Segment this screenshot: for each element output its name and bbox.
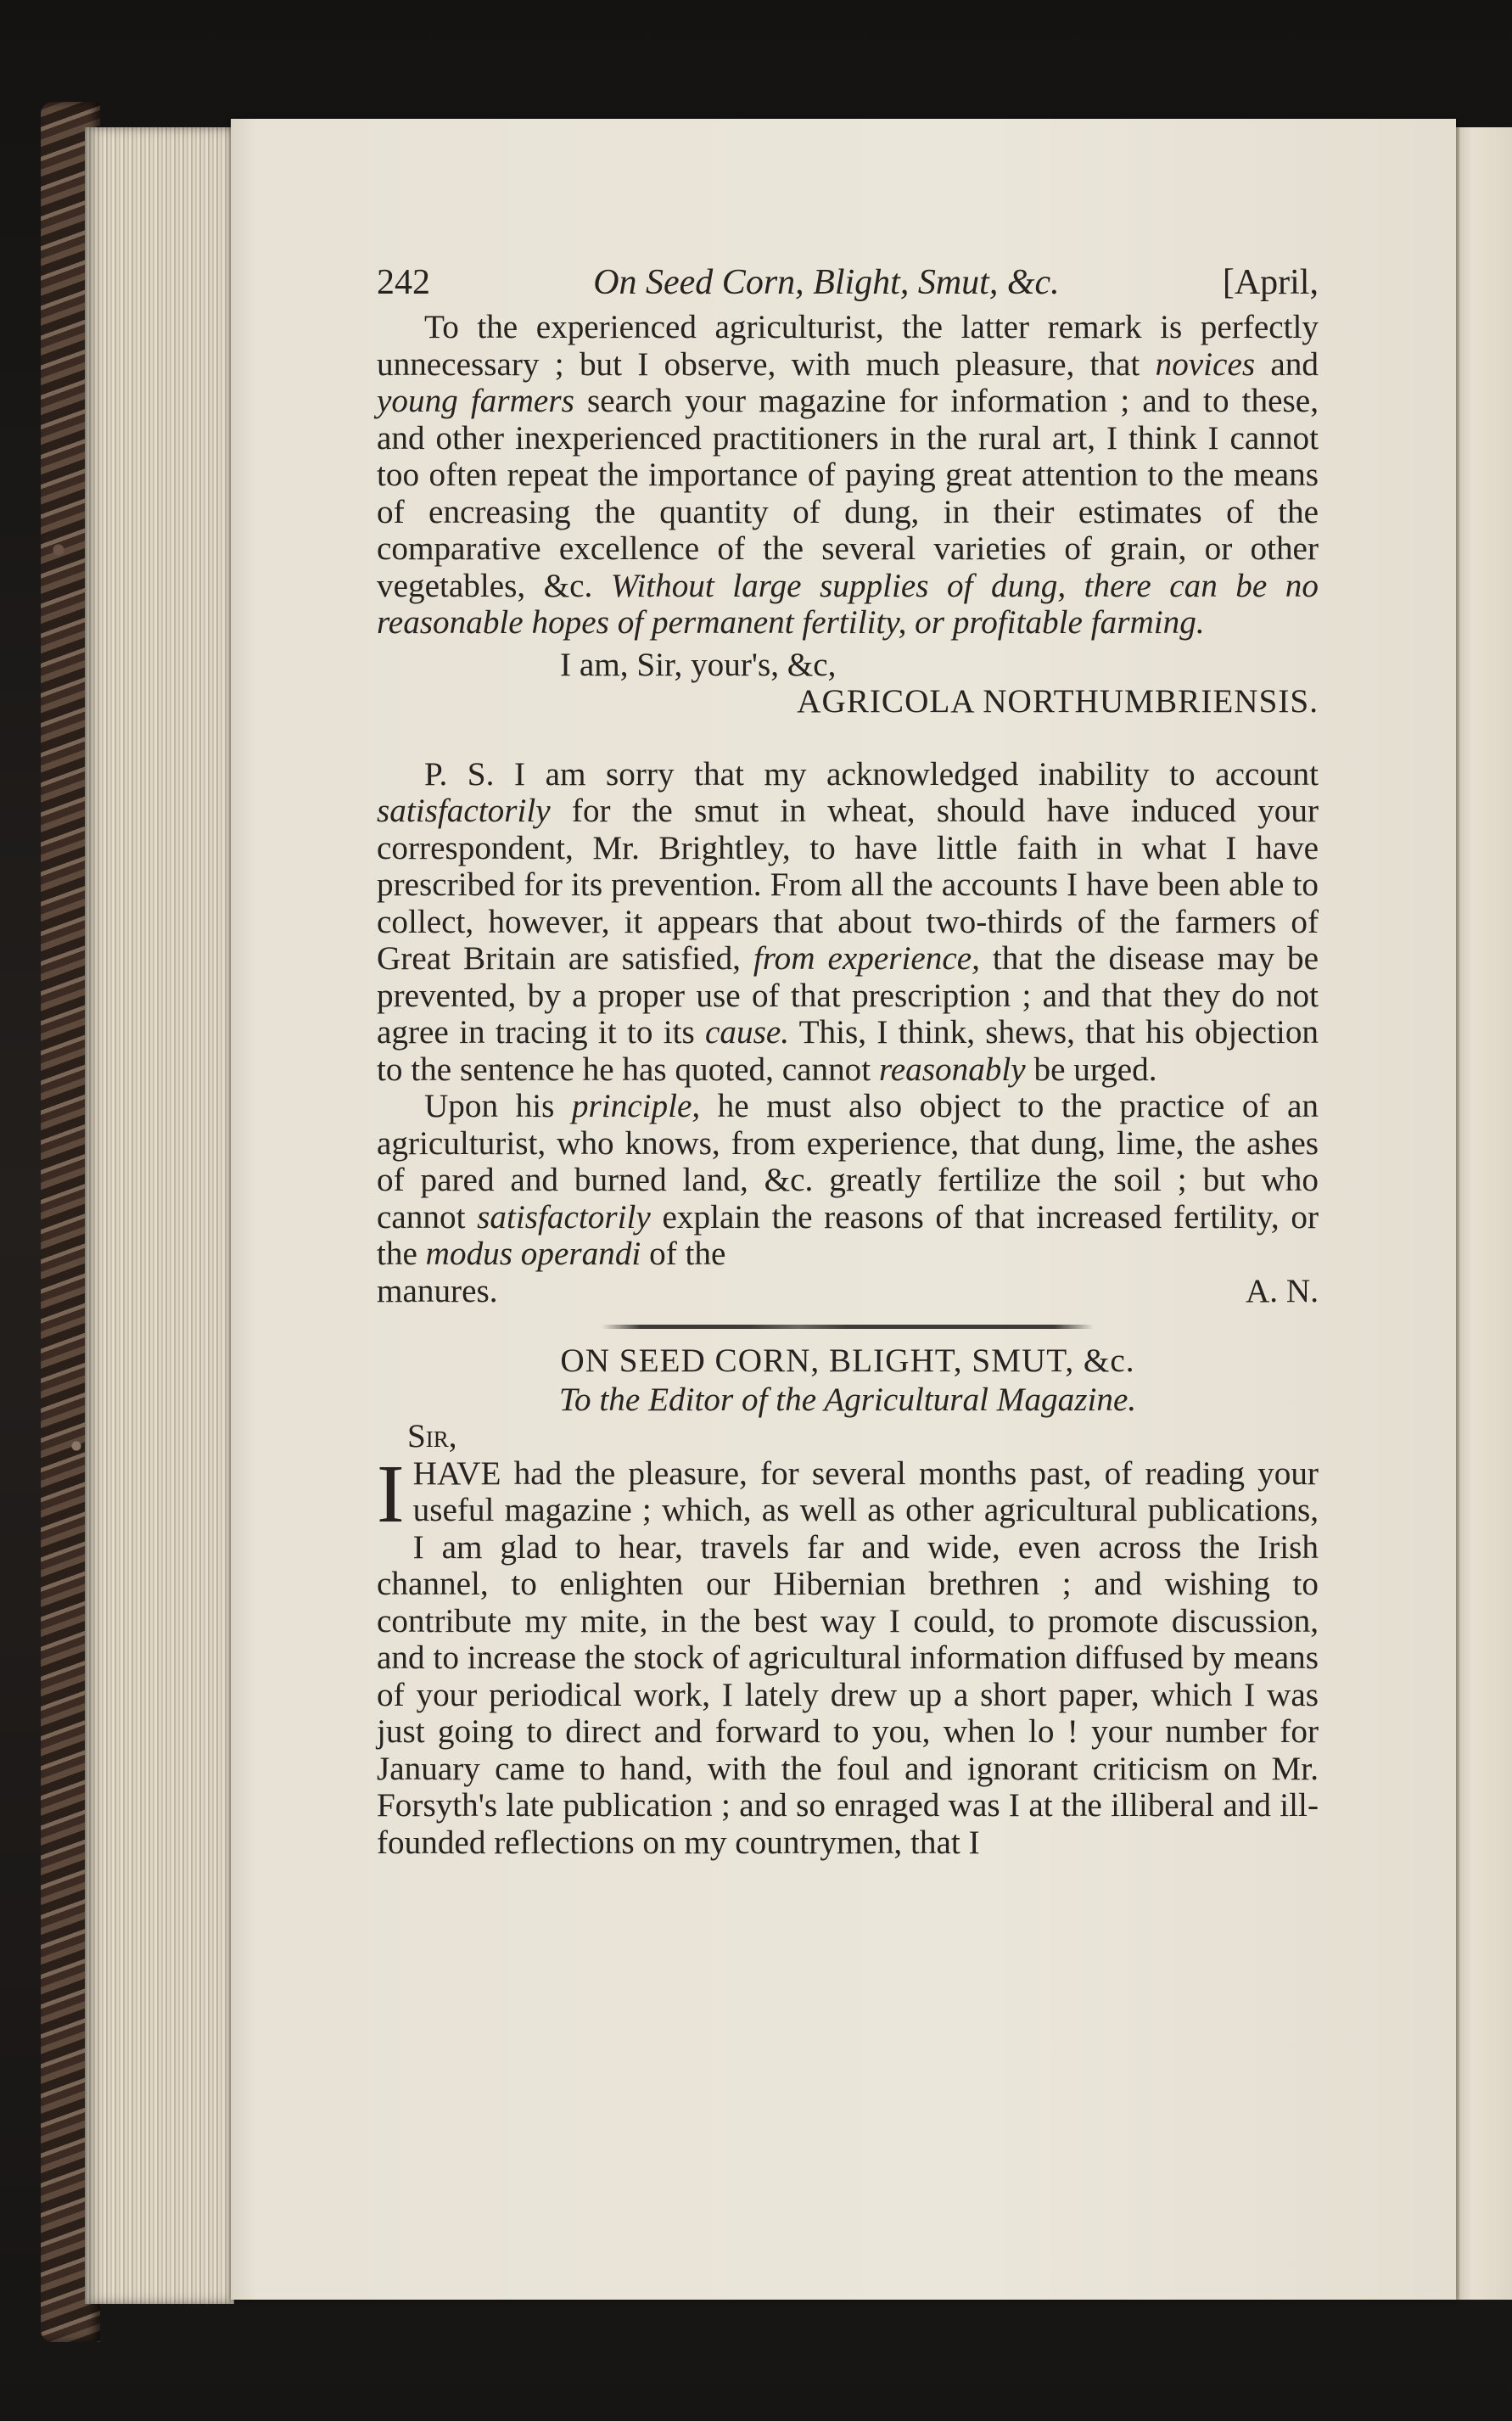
article-salutation: Sir, <box>407 1418 457 1454</box>
letter-paragraph: To the experienced agriculturist, the latter remark is perfectly unnecessary ; but I observe, with much pleasure, that novices and young farmers search your magazine for information ; and to these, and other inexperienced practitioners in the rural art, I think I cannot too often repeat the importance of paying great attention to the means of encreasing the quantity of dung, in their estimates of the comparative excellence of the several varieties of grain, or other vegetables, &c. Without large supplies of dung, there can be no reasonable hopes of permanent fertility, or profitable farming. <box>377 309 1319 641</box>
book-page <box>231 119 1456 2300</box>
letter-signature: AGRICOLA NORTHUMBRIENSIS. <box>797 683 1319 720</box>
running-month: [April, <box>1222 263 1319 302</box>
last-word: manures. <box>377 1272 498 1309</box>
postscript-paragraph: P. S. I am sorry that my acknowledged inability to account satisfactorily for the smut in wheat, should have induced your correspondent, Mr. Brightley, to have little faith in what I have prescribed for its prevention. From all the accounts I have been able to collect, however, it appears that about two-thirds of the farmers of Great Britain are satisfied, from experience, that the disease may be prevented, by a proper use of that prescription ; and that they do not agree in tracing it to its cause. This, I think, shews, that his objection to the sentence he has quoted, cannot reasonably be urged. <box>377 755 1319 1088</box>
article-heading: ON SEED CORN, BLIGHT, SMUT, &c. <box>560 1342 1135 1379</box>
letter-closing: I am, Sir, your's, &c, <box>560 646 837 683</box>
page-number: 242 <box>377 263 430 302</box>
article-addressee: To the Editor of the Agricultural Magazine. <box>558 1381 1137 1418</box>
postscript-paragraph-2: Upon his principle, he must also object to the practice of an agriculturist, who knows, from experience, that dung, lime, the ashes of pared and burned land, &c. greatly fertilize the soil ; but who cannot satisfactorily explain the reasons of that increased fertility, or the modus operandi of the <box>377 1088 1319 1272</box>
section-divider <box>602 1325 1094 1329</box>
article-body: IHAVE had the pleasure, for several months past, of reading your useful magazine ; which, as well as other agricultural publications, I am glad to hear, travels far and wide, even across the Irish channel, to enlighten our Hibernian brethren ; and wishing to contribute my mite, in the best way I could, to promote discussion, and to increase the stock of agricultural information diffused by means of your periodical work, I lately drew up a short paper, which I was just going to direct and forward to you, when lo ! your number for January came to hand, with the foul and ignorant criticism on Mr. Forsyth's late publication ; and so enraged was I at the illiberal and ill-founded reflections on my countrymen, that I <box>377 1448 1319 1861</box>
page-edges <box>85 127 234 2304</box>
drop-cap: I <box>377 1448 405 1540</box>
running-title: On Seed Corn, Blight, Smut, &c. <box>593 263 1060 302</box>
postscript-last-line <box>377 1273 1319 1310</box>
postscript-initials: A. N. <box>1246 1272 1319 1309</box>
page-text-block <box>377 265 1319 1861</box>
running-head <box>377 265 1319 307</box>
facing-page-edge <box>1456 127 1512 2300</box>
